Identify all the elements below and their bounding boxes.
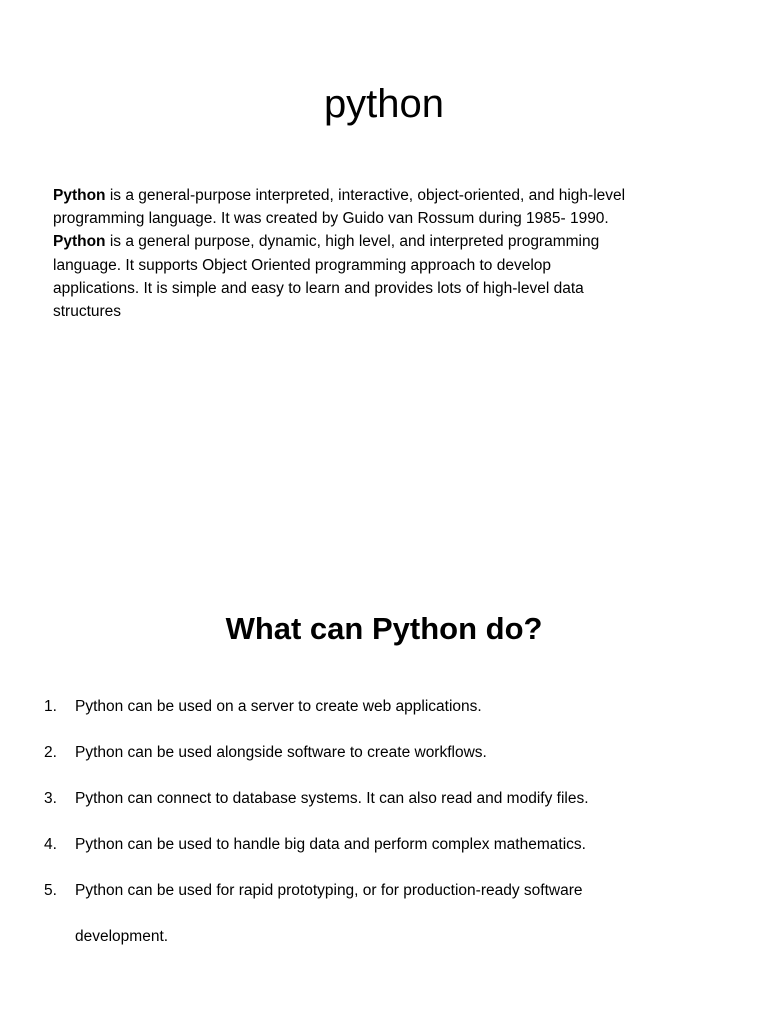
list-item-continuation: development. <box>75 928 169 945</box>
list-number: 4. <box>44 836 57 853</box>
intro-line <box>53 300 723 323</box>
list-number: 2. <box>44 744 57 761</box>
list-text: Python can connect to database systems. It can also read and modify files. <box>75 790 589 807</box>
intro-text: programming language. It was created by Guido van Rossum during 1985- 1990. <box>53 210 609 228</box>
intro-bold-term: Python <box>53 233 106 251</box>
intro-line <box>53 254 723 277</box>
section-heading: What can Python do? <box>225 611 543 646</box>
intro-paragraph <box>53 184 723 323</box>
intro-line <box>53 277 723 300</box>
page-title: python <box>323 82 445 126</box>
intro-text: is a general purpose, dynamic, high level, and interpreted programming <box>105 233 600 251</box>
intro-text: structures <box>53 303 122 321</box>
list-text: Python can be used for rapid prototyping, or for production-ready software <box>75 882 583 899</box>
intro-line <box>53 230 723 253</box>
intro-text: language. It supports Object Oriented programming approach to develop <box>53 256 552 274</box>
intro-bold-term: Python <box>53 187 106 204</box>
intro-line <box>53 207 723 230</box>
list-number: 1. <box>44 698 57 715</box>
list-text: Python can be used on a server to create web applications. <box>75 698 482 715</box>
intro-line <box>53 184 723 207</box>
intro-text: is a general-purpose interpreted, interactive, object-oriented, and high-level <box>105 187 626 204</box>
list-text: Python can be used to handle big data and perform complex mathematics. <box>75 836 586 853</box>
intro-text: applications. It is simple and easy to learn and provides lots of high-level data <box>53 279 584 297</box>
list-text: Python can be used alongside software to create workflows. <box>75 744 487 761</box>
list-number: 3. <box>44 790 57 807</box>
list-number: 5. <box>44 882 57 899</box>
